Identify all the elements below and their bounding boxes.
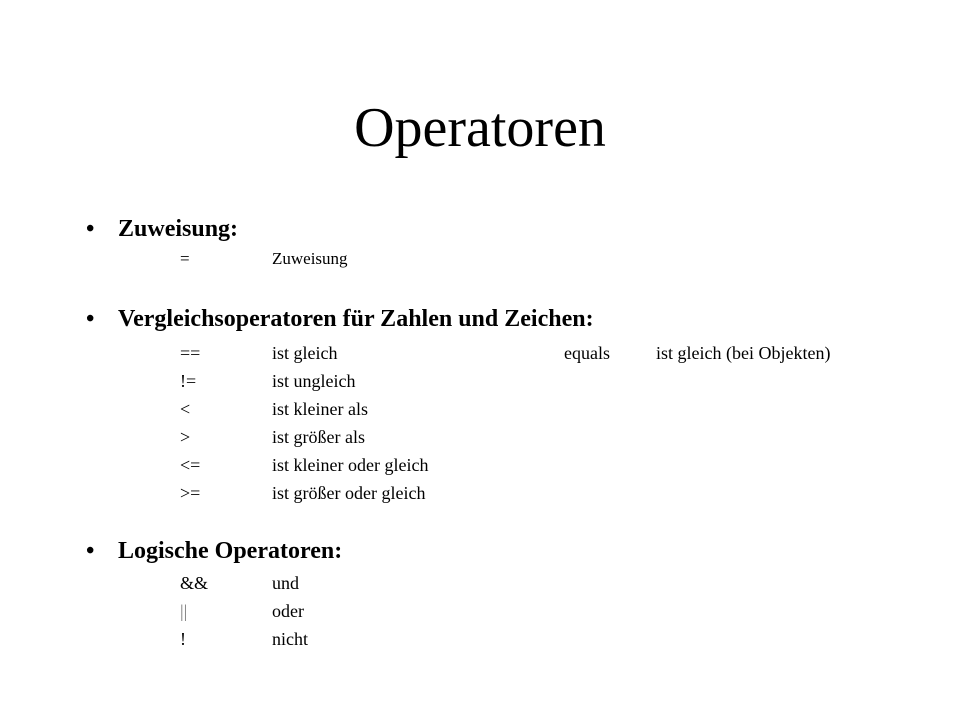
section-heading-vergleichsoperatoren bbox=[86, 304, 594, 334]
operator-description: ist gleich bbox=[272, 343, 338, 363]
operator-description: nicht bbox=[272, 629, 308, 649]
operator-symbol: >= bbox=[180, 483, 201, 503]
operator-description: ist kleiner oder gleich bbox=[272, 455, 429, 475]
operator-symbol: <= bbox=[180, 455, 201, 475]
operator-symbol-secondary: equals bbox=[564, 343, 610, 363]
operator-symbol: > bbox=[180, 427, 191, 447]
operator-description: ist kleiner als bbox=[272, 399, 368, 419]
operator-description: ist größer oder gleich bbox=[272, 483, 426, 503]
section-heading-label: Logische Operatoren: bbox=[118, 538, 343, 564]
operator-description: und bbox=[272, 573, 299, 593]
operator-symbol: = bbox=[180, 249, 190, 268]
operator-description: ist größer als bbox=[272, 427, 365, 447]
bullet-icon: • bbox=[86, 216, 95, 242]
operator-symbol: != bbox=[180, 371, 197, 391]
bullet-icon: • bbox=[86, 538, 95, 564]
slide-title: Operatoren bbox=[354, 97, 606, 159]
operator-symbol: || bbox=[180, 601, 188, 621]
operator-symbol: == bbox=[180, 343, 201, 363]
operator-symbol: < bbox=[180, 399, 191, 419]
operator-description: oder bbox=[272, 601, 304, 621]
section-heading-label: Vergleichsoperatoren für Zahlen und Zeichen: bbox=[118, 306, 594, 332]
section-heading-zuweisung bbox=[86, 214, 238, 244]
operator-description-secondary: ist gleich (bei Objekten) bbox=[656, 343, 831, 363]
operator-description: Zuweisung bbox=[272, 249, 348, 268]
operator-symbol: && bbox=[180, 573, 209, 593]
operator-symbol: ! bbox=[180, 629, 186, 649]
bullet-icon: • bbox=[86, 306, 95, 332]
section-heading-logische-operatoren bbox=[86, 536, 342, 566]
section-heading-label: Zuweisung: bbox=[118, 216, 239, 242]
operator-description: ist ungleich bbox=[272, 371, 356, 391]
